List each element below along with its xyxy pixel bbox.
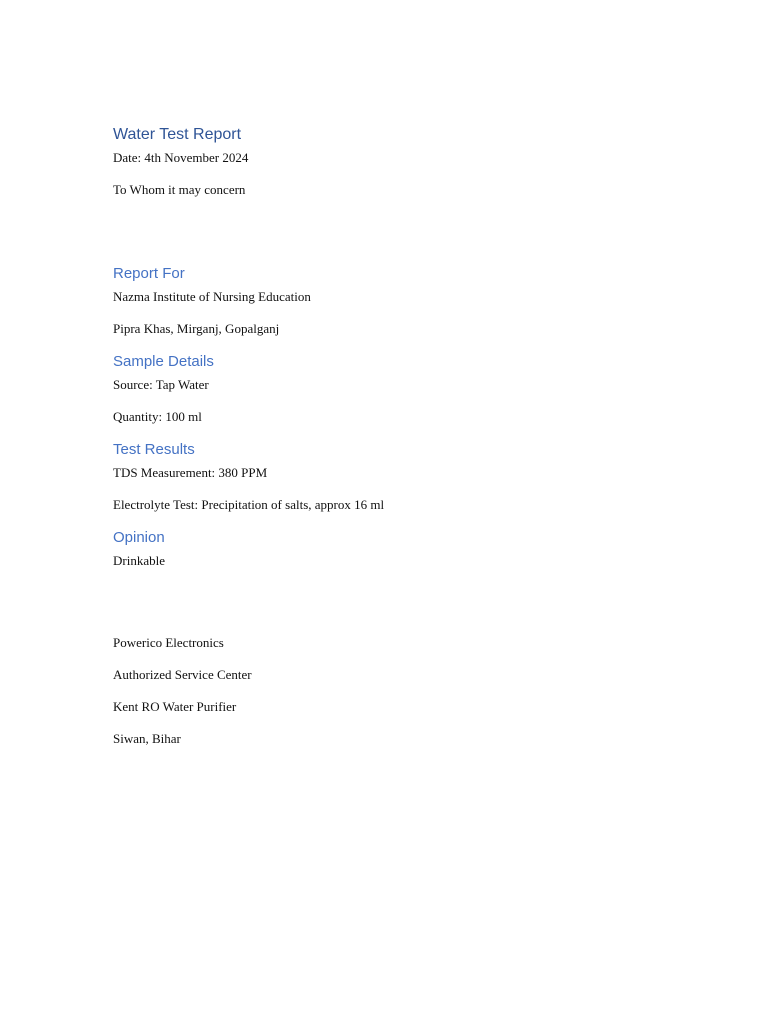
sample-quantity: Quantity: 100 ml (113, 409, 202, 424)
electrolyte-test: Electrolyte Test: Precipitation of salts, approx 16 ml (113, 497, 385, 512)
signature-location: Siwan, Bihar (113, 731, 181, 746)
opinion-text: Drinkable (113, 553, 165, 568)
sample-source: Source: Tap Water (113, 377, 209, 392)
signature-company: Powerico Electronics (113, 635, 224, 650)
opinion-heading: Opinion (113, 529, 165, 546)
tds-measurement: TDS Measurement: 380 PPM (113, 465, 268, 480)
report-date: Date: 4th November 2024 (113, 150, 249, 165)
salutation: To Whom it may concern (113, 182, 246, 197)
document-title: Water Test Report (113, 126, 242, 143)
document-page (113, 0, 673, 1024)
recipient-address: Pipra Khas, Mirganj, Gopalganj (113, 321, 280, 336)
report-for-heading: Report For (113, 265, 185, 282)
signature-role: Authorized Service Center (113, 667, 252, 682)
signature-brand: Kent RO Water Purifier (113, 699, 237, 714)
recipient-name: Nazma Institute of Nursing Education (113, 289, 311, 304)
sample-details-heading: Sample Details (113, 353, 214, 370)
test-results-heading: Test Results (113, 441, 195, 458)
